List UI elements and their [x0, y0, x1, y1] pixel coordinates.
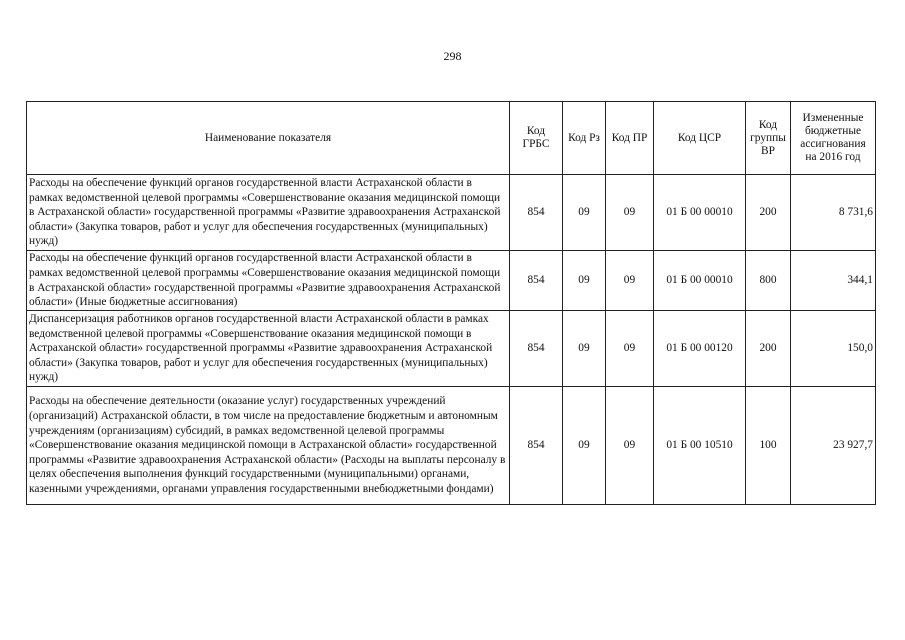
header-csr: Код ЦСР [654, 102, 746, 175]
header-vr: Код группы ВР [746, 102, 791, 175]
table-row [27, 311, 876, 387]
cell-amount: 8 731,6 [791, 175, 876, 251]
cell-rz: 09 [563, 387, 606, 505]
cell-amount: 344,1 [791, 251, 876, 311]
table-row [27, 387, 876, 505]
cell-grbs: 854 [510, 175, 563, 251]
header-name: Наименование показателя [27, 102, 510, 175]
cell-vr: 100 [746, 387, 791, 505]
header-grbs: Код ГРБС [510, 102, 563, 175]
table-row [27, 251, 876, 311]
cell-name: Диспансеризация работников органов государственной власти Астраханской области в рамках ведомственной целевой программы «Совершенствование оказания медицинской помощи в Астраханской области» государственной программы «Развитие здравоохранения Астраханской области» (Закупка товаров, работ и услуг для обеспечения государственных (муниципальных) нужд) [27, 311, 510, 387]
cell-grbs: 854 [510, 251, 563, 311]
cell-vr: 200 [746, 311, 791, 387]
table-header-row [27, 102, 876, 175]
cell-grbs: 854 [510, 311, 563, 387]
cell-rz: 09 [563, 311, 606, 387]
cell-pr: 09 [606, 387, 654, 505]
table-row [27, 175, 876, 251]
cell-pr: 09 [606, 311, 654, 387]
cell-csr: 01 Б 00 00120 [654, 311, 746, 387]
cell-grbs: 854 [510, 387, 563, 505]
cell-csr: 01 Б 00 00010 [654, 175, 746, 251]
cell-csr: 01 Б 00 10510 [654, 387, 746, 505]
budget-table [26, 101, 876, 505]
cell-csr: 01 Б 00 00010 [654, 251, 746, 311]
cell-pr: 09 [606, 251, 654, 311]
cell-vr: 800 [746, 251, 791, 311]
cell-name: Расходы на обеспечение деятельности (оказание услуг) государственных учреждений (организаций) Астраханской области, в том числе на предоставление бюджетным и автономным учреждениям (организациям) субсидий, в рамках ведомственной целевой программы «Совершенствование оказания медицинской помощи в Астраханской области» государственной программы «Развитие здравоохранения Астраханской области» (Расходы на выплаты персоналу в целях обеспечения выполнения функций государственными (муниципальными) органами, казенными учреждениями, органами управления государственными внебюджетными фондами) [27, 387, 510, 505]
cell-name: Расходы на обеспечение функций органов государственной власти Астраханской области в рамках ведомственной целевой программы «Совершенствование оказания медицинской помощи в Астраханской области» государственной программы «Развитие здравоохранения Астраханской области» (Иные бюджетные ассигнования) [27, 251, 510, 311]
header-pr: Код ПР [606, 102, 654, 175]
cell-pr: 09 [606, 175, 654, 251]
cell-rz: 09 [563, 175, 606, 251]
header-amount: Измененные бюджетные ассигнования на 2016 год [791, 102, 876, 175]
page-number: 298 [443, 49, 462, 63]
cell-amount: 23 927,7 [791, 387, 876, 505]
cell-rz: 09 [563, 251, 606, 311]
cell-vr: 200 [746, 175, 791, 251]
cell-name: Расходы на обеспечение функций органов государственной власти Астраханской области в рамках ведомственной целевой программы «Совершенствование оказания медицинской помощи в Астраханской области» государственной программы «Развитие здравоохранения Астраханской области» (Закупка товаров, работ и услуг для обеспечения государственных (муниципальных) нужд) [27, 175, 510, 251]
cell-amount: 150,0 [791, 311, 876, 387]
header-rz: Код Рз [563, 102, 606, 175]
